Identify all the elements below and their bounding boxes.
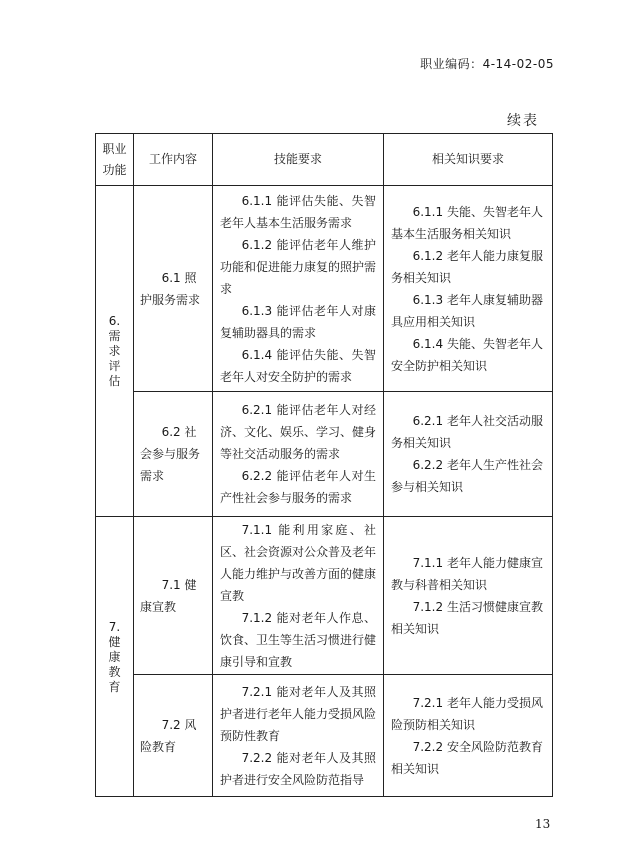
occupation-code: 职业编码：4-14-02-05	[420, 57, 554, 71]
work-content-cell	[134, 392, 213, 517]
skills-table	[95, 133, 553, 797]
continued-table-label: 续表	[507, 113, 539, 129]
function-name-char: 评	[108, 359, 121, 373]
skills-cell	[213, 675, 384, 797]
header-work-content: 工作内容	[134, 134, 213, 186]
work-content-text: 7.1 健康宣教	[140, 577, 197, 614]
work-content-text: 6.2 社会参与服务需求	[140, 425, 201, 483]
knowledge-item: 6.1.2 老年人能力康复服务相关知识	[391, 248, 543, 285]
knowledge-cell	[384, 675, 553, 797]
function-number: 7.	[108, 619, 121, 634]
function-name-char: 育	[108, 679, 121, 694]
skills-cell	[213, 392, 384, 517]
table-row	[96, 675, 553, 797]
knowledge-item: 6.1.1 失能、失智老年人基本生活服务相关知识	[391, 204, 543, 241]
function-name-char: 健	[108, 634, 121, 649]
skill-item: 7.2.2 能对老年人及其照护者进行安全风险防范指导	[220, 750, 376, 787]
knowledge-cell	[384, 186, 553, 392]
skill-item: 6.1.1 能评估失能、失智老年人基本生活服务需求	[220, 193, 376, 230]
table-header-row	[96, 134, 553, 186]
work-content-cell	[134, 675, 213, 797]
skill-item: 7.1.1 能利用家庭、社区、社会资源对公众普及老年人能力维护与改善方面的健康宣教	[220, 522, 377, 603]
table-row	[96, 517, 553, 675]
skill-item: 6.1.3 能评估老年人对康复辅助器具的需求	[220, 303, 376, 340]
header-function-line1: 职业	[102, 141, 127, 156]
knowledge-item: 7.1.1 老年人能力健康宣教与科普相关知识	[391, 555, 543, 592]
knowledge-item: 7.2.2 安全风险防范教育相关知识	[391, 739, 543, 776]
knowledge-item: 6.1.4 失能、失智老年人安全防护相关知识	[391, 336, 543, 373]
function-name-char: 估	[108, 374, 121, 388]
function-cell-6	[96, 186, 134, 517]
header-function	[96, 134, 134, 186]
skill-item: 7.2.1 能对老年人及其照护者进行老年人能力受损风险预防性教育	[220, 684, 377, 743]
knowledge-item: 6.2.1 老年人社交活动服务相关知识	[391, 414, 543, 450]
work-content-text: 6.1 照护服务需求	[140, 270, 201, 307]
page-number: 13	[535, 817, 551, 831]
knowledge-item: 7.2.1 老年人能力受损风险预防相关知识	[391, 695, 543, 732]
table-row	[96, 392, 553, 517]
table-row	[96, 186, 553, 392]
function-name-char: 教	[108, 664, 121, 679]
function-name-char: 康	[108, 649, 121, 664]
work-content-cell	[134, 517, 213, 675]
skills-cell	[213, 517, 384, 675]
function-number: 6.	[108, 314, 121, 328]
work-content-cell	[134, 186, 213, 392]
header-function-line2: 功能	[102, 162, 127, 177]
skill-item: 7.1.2 能对老年人作息、饮食、卫生等生活习惯进行健康引导和宣教	[220, 610, 377, 669]
knowledge-item: 6.2.2 老年人生产性社会参与相关知识	[391, 458, 543, 494]
skill-item: 6.2.2 能评估老年人对生产性社会参与服务的需求	[220, 469, 376, 505]
function-cell-7	[96, 517, 134, 797]
work-content-text: 7.2 风险教育	[140, 717, 197, 754]
skill-item: 6.1.4 能评估失能、失智老年人对安全防护的需求	[220, 347, 376, 384]
header-skills: 技能要求	[213, 134, 384, 186]
skills-cell	[213, 186, 384, 392]
skill-item: 6.2.1 能评估老年人对经济、文化、娱乐、学习、健身等社交活动服务的需求	[220, 403, 377, 461]
knowledge-cell	[384, 517, 553, 675]
knowledge-cell	[384, 392, 553, 517]
knowledge-item: 7.1.2 生活习惯健康宣教相关知识	[391, 599, 543, 636]
knowledge-item: 6.1.3 老年人康复辅助器具应用相关知识	[391, 292, 543, 329]
function-name-char: 求	[108, 344, 121, 358]
function-name-char: 需	[108, 329, 121, 343]
skill-item: 6.1.2 能评估老年人维护功能和促进能力康复的照护需求	[220, 237, 377, 296]
header-knowledge: 相关知识要求	[384, 134, 553, 186]
